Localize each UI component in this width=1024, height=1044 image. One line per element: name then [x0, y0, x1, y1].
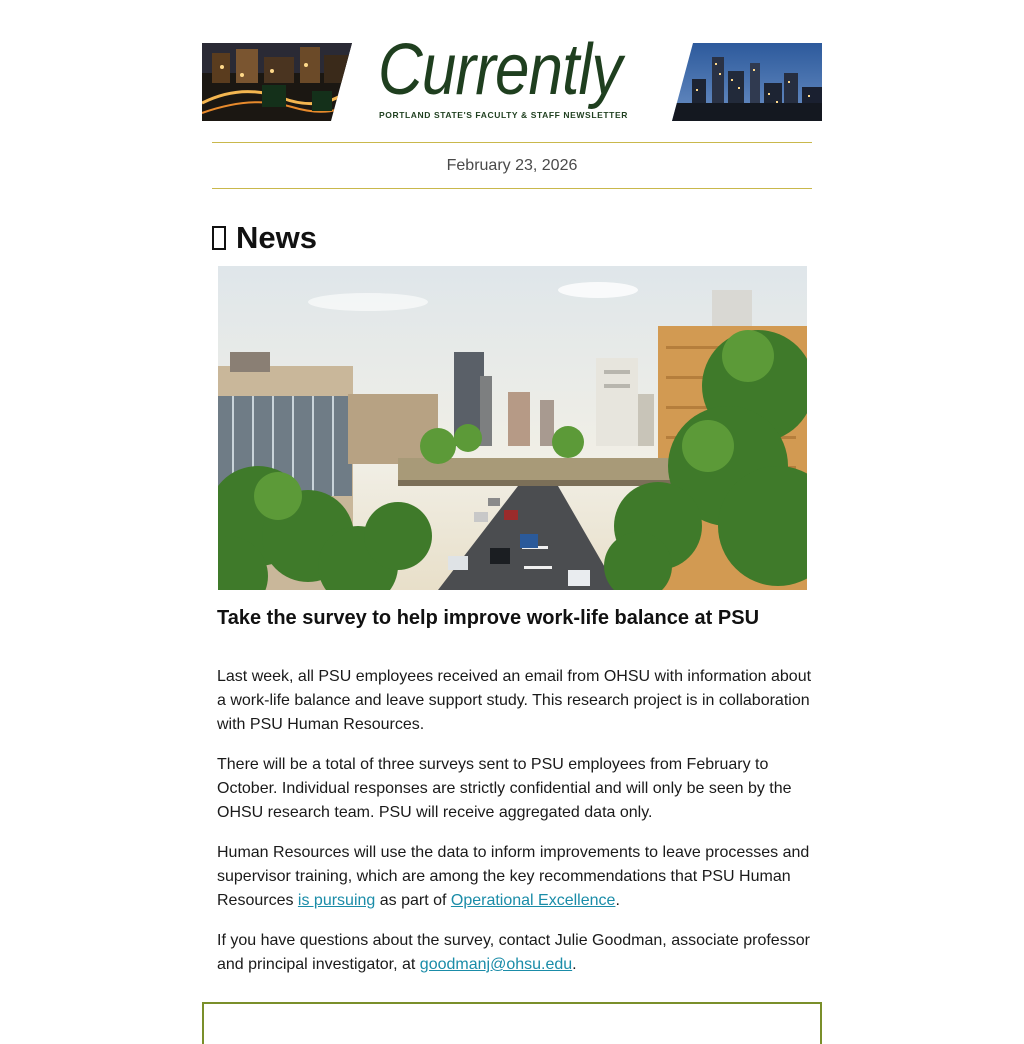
newsletter-masthead[interactable] — [202, 30, 822, 122]
article-hero-image[interactable] — [218, 266, 807, 590]
date-bottom-divider — [212, 188, 812, 189]
operational-excellence-link[interactable]: Operational Excellence — [450, 892, 616, 909]
section-heading — [212, 220, 317, 256]
article-paragraph-3 — [217, 841, 815, 913]
newspaper-icon — [212, 226, 226, 250]
paragraph-4-text-end: . — [572, 956, 577, 973]
is-pursuing-link[interactable]: is pursuing — [297, 892, 376, 909]
article-headline[interactable]: Take the survey to help improve work-life balance at PSU — [217, 607, 760, 629]
article-paragraph-2: There will be a total of three surveys sent to PSU employees from February to October. Individual responses are strictly confidential and will only be seen by the OHSU research team. PSU will receive aggregated data only. — [217, 756, 792, 821]
paragraph-4-text-start: If you have questions about the survey, contact Julie Goodman, associate professor and principal investigator, at — [217, 932, 810, 973]
article-paragraph-4 — [217, 929, 815, 977]
paragraph-3-text-middle: as part of — [375, 892, 451, 909]
masthead-right-city-photo — [672, 43, 822, 121]
masthead-left-city-photo — [202, 43, 352, 121]
masthead-title: Currently — [378, 30, 622, 110]
paragraph-3-text-end: . — [615, 892, 620, 909]
masthead-subtitle: PORTLAND STATE'S FACULTY & STAFF NEWSLETTER — [379, 110, 628, 120]
issue-date: February 23, 2026 — [446, 157, 578, 174]
next-section-box — [202, 1002, 822, 1044]
article-paragraph-1: Last week, all PSU employees received an email from OHSU with information about a work-life balance and leave support study. This research project is in collaboration with PSU Human Resources. — [217, 668, 812, 733]
section-title: News — [236, 220, 317, 255]
email-link[interactable]: goodmanj@ohsu.edu — [419, 956, 573, 973]
paragraph-3-text-start: Human Resources will use the data to inform improvements to leave processes and supervisor training, which are among the key recommendations that PSU Human Resources — [217, 844, 810, 909]
date-top-divider — [212, 142, 812, 143]
